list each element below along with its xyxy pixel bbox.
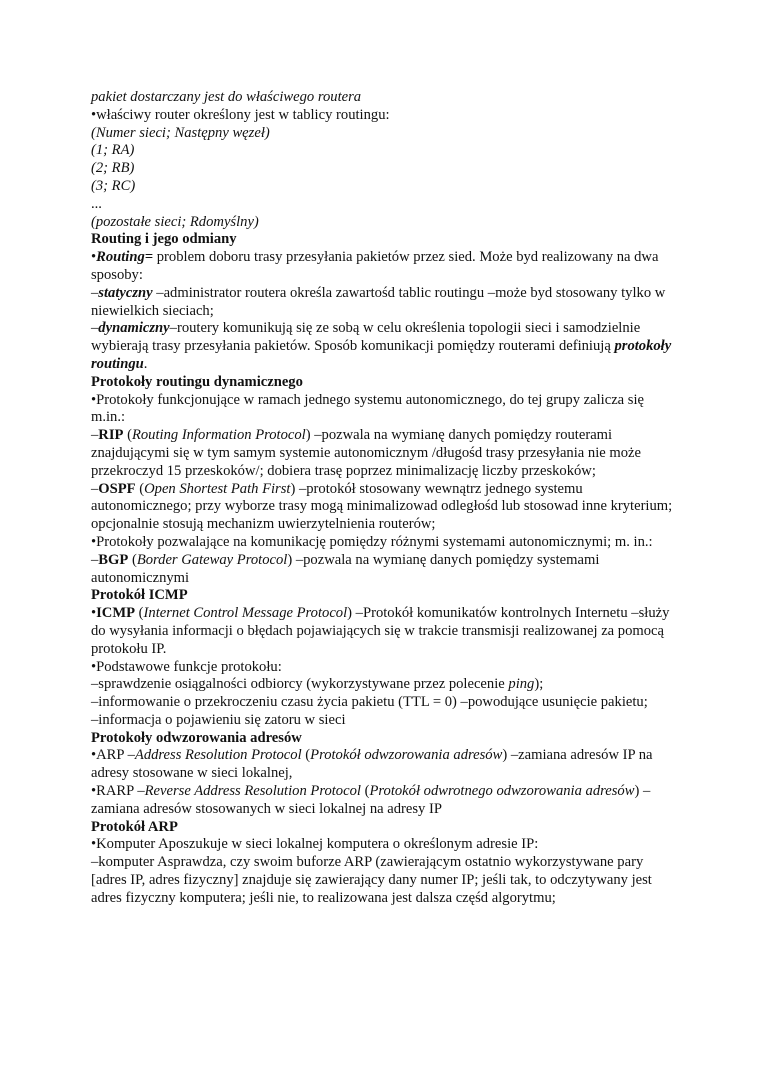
section-heading: Protokół ICMP bbox=[91, 587, 188, 604]
text-line: (3; RC) bbox=[91, 177, 136, 194]
section-heading: Protokoły routingu dynamicznego bbox=[91, 373, 303, 390]
paragraph: •ICMP (Internet Control Message Protocol) –Protokół komunikatów kontrolnych Internetu –służy do wysyłania informacji o błędach pojawiających się w trakcie transmisji realizowanej za pomocą protokołu IP. bbox=[91, 605, 670, 657]
paragraph: •Routing= problem doboru trasy przesyłania pakietów przez sied. Może byd realizowany na dwa sposoby: bbox=[91, 249, 659, 283]
text-line: (Numer sieci; Następny węzeł) bbox=[91, 124, 270, 141]
paragraph: •RARP –Reverse Address Resolution Protocol (Protokół odwrotnego odwzorowania adresów) –zamiana adresów stosowanych w sieci lokalnej na adresy IP bbox=[91, 783, 651, 817]
section-heading: Routing i jego odmiany bbox=[91, 231, 237, 248]
paragraph: •Podstawowe funkcje protokołu: bbox=[91, 658, 282, 675]
section-heading: Protokół ARP bbox=[91, 818, 178, 835]
paragraph: •Protokoły pozwalające na komunikację pomiędzy różnymi systemami autonomicznymi; m. in.: bbox=[91, 533, 653, 550]
section-heading: Protokoły odwzorowania adresów bbox=[91, 729, 302, 746]
paragraph: –RIP (Routing Information Protocol) –pozwala na wymianę danych pomiędzy routerami znajdującymi się w tym samym systemie autonomicznym /długośd trasy przesyłania nie może przekroczyd 15 przeskoków/; dobiera trasę poprzez minimalizację liczby przeskoków; bbox=[91, 427, 641, 479]
text-line: pakiet dostarczany jest do właściwego routera bbox=[91, 89, 362, 105]
document-page bbox=[91, 89, 676, 908]
paragraph: –dynamiczny–routery komunikują się ze sobą w celu określenia topologii sieci i samodzielnie wybierają trasy przesyłania pakietów. Sposób komunikacji pomiędzy routerami definiują protokoły routingu. bbox=[91, 320, 672, 372]
paragraph: –OSPF (Open Shortest Path First) –protokół stosowany wewnątrz jednego systemu autonomicznego; przy wyborze trasy mogą minimalizowad odległośd lub stosowad inne kryterium; opcjonalnie stosują mechanizm uwierzytelnienia routerów; bbox=[91, 480, 673, 533]
text-line: ... bbox=[91, 195, 102, 212]
paragraph: –informacja o pojawieniu się zatoru w sieci bbox=[91, 711, 346, 728]
paragraph: –komputer Asprawdza, czy swoim buforze ARP (zawierającym ostatnio wykorzystywane pary [adres IP, adres fizyczny] znajduje się zawierający dany numer IP; jeśli tak, to odczytywany jest adres fizyczny komputera; jeśli nie, to realizowana jest dalsza częśd algorytmu; bbox=[91, 854, 652, 906]
paragraph: –statyczny –administrator routera określa zawartośd tablic routingu –może byd stosowany tylko w niewielkich sieciach; bbox=[91, 284, 666, 319]
text-line: (1; RA) bbox=[91, 142, 135, 159]
paragraph: •Komputer Aposzukuje w sieci lokalnej komputera o określonym adresie IP: bbox=[91, 836, 539, 853]
text-line: (pozostałe sieci; Rdomyślny) bbox=[91, 213, 259, 230]
paragraph: –informowanie o przekroczeniu czasu życia pakietu (TTL = 0) –powodujące usunięcie pakietu; bbox=[91, 694, 648, 711]
text-line: •właściwy router określony jest w tablicy routingu: bbox=[91, 106, 390, 123]
paragraph: –sprawdzenie osiągalności odbiorcy (wykorzystywane przez polecenie ping); bbox=[91, 676, 544, 693]
paragraph: •ARP –Address Resolution Protocol (Protokół odwzorowania adresów) –zamiana adresów IP na adresy stosowane w sieci lokalnej, bbox=[91, 747, 653, 782]
paragraph: –BGP (Border Gateway Protocol) –pozwala na wymianę danych pomiędzy systemami autonomicznymi bbox=[91, 551, 600, 586]
paragraph: •Protokoły funkcjonujące w ramach jednego systemu autonomicznego, do tej grupy zalicza się m.in.: bbox=[91, 391, 645, 426]
text-line: (2; RB) bbox=[91, 160, 135, 177]
